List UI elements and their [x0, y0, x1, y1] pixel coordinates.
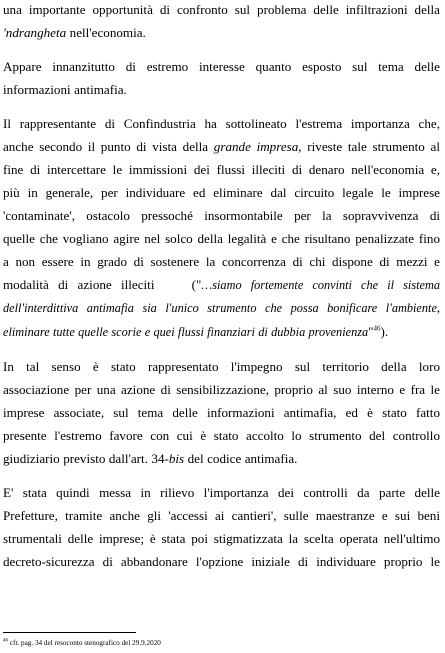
italic-term: 'ndrangheta: [3, 25, 67, 40]
footnote-text: cfr. pag. 34 del resoconto stenografico del 29.9.2020: [8, 639, 161, 647]
text-line: [3, 135, 440, 158]
text-line: strumentali delle imprese; è stata poi stigmatizzata la scelta operata nell'ultimo: [3, 531, 440, 546]
quote-text: dell'interdittiva antimafia sia l'unico strumento che possa bonificare l'ambiente,: [3, 301, 440, 315]
text-line: [3, 21, 440, 44]
text-line: informazioni antimafia.: [3, 82, 127, 97]
footnote: [3, 638, 161, 648]
text-line: E' stata quindi messa in rilievo l'importanza dei controlli da parte delle: [3, 485, 440, 500]
text-line: più in generale, per individuare ed eliminare dal circuito legale le imprese: [3, 185, 440, 200]
text-line: quelle che vogliano agire nel solco della legalità e che risultano penalizzate fino: [3, 231, 440, 246]
text-line: 'contaminate', ostacolo pressoché insormontabile per la sopravvivenza di: [3, 208, 440, 223]
text-span: ).: [380, 324, 389, 339]
paragraph-intro: [3, 0, 440, 44]
quote-text: …siamo fortemente convinti che il sistema: [201, 278, 441, 292]
paragraph-informazioni: [3, 55, 440, 101]
text-line: decreto-sicurezza di abbandonare l'opzione iniziale di individuare proprio le: [3, 554, 440, 569]
footnote-reference[interactable]: 46: [373, 324, 381, 333]
text-span: ": [368, 324, 374, 339]
text-span: del codice antimafia.: [184, 451, 298, 466]
text-line: [3, 273, 440, 297]
footnote-separator: [3, 632, 136, 633]
text-line: [3, 320, 440, 344]
text-line: presente l'estremo favore con cui è stato accolto lo strumento del controllo: [3, 428, 440, 443]
italic-term: bis: [168, 451, 185, 466]
paragraph-gap: [3, 344, 440, 355]
paragraph-impegno: [3, 355, 440, 470]
document-body: [3, 0, 440, 573]
footnote-mark: 46: [3, 638, 8, 644]
text-line: imprese associate, sul tema delle informazioni antimafia, ed è stato fatto: [3, 405, 440, 420]
text-line: fine di intercettare le immissioni dei flussi illeciti di denaro nell'economia e,: [3, 162, 440, 177]
paragraph-gap: [3, 470, 440, 481]
text-line: Il rappresentante di Confindustria ha sottolineato l'estrema importanza che,: [3, 116, 440, 131]
text-span: , riveste tale strumento al: [298, 139, 440, 154]
paragraph-gap: [3, 44, 440, 55]
text-line: Appare innanzitutto di estremo interesse quanto esposto sul tema delle: [3, 59, 440, 74]
text-line: Prefetture, tramite anche gli 'accessi ai cantieri', sulle maestranze e sui beni: [3, 508, 440, 523]
text-line: [3, 447, 440, 470]
text-span: nell'economia.: [66, 25, 146, 40]
text-span: modalità di azione illeciti (": [3, 277, 202, 292]
paragraph-gap: [3, 101, 440, 112]
italic-term: grande impresa: [213, 139, 299, 154]
text-line: una importante opportunità di confronto sul problema delle infiltrazioni della: [3, 2, 440, 17]
text-line: a non essere in grado di sostenere la concorrenza di chi dispone di mezzi e: [3, 254, 440, 269]
paragraph-controlli: [3, 481, 440, 573]
quote-text: eliminare tutte quelle scorie e quei flussi finanziari di dubbia provenienza: [3, 325, 369, 339]
text-span: anche secondo il punto di vista della: [3, 139, 214, 154]
text-line: associazione per una azione di sensibilizzazione, proprio al suo interno e fra le: [3, 382, 440, 397]
text-line: [3, 297, 440, 320]
text-line: In tal senso è stato rappresentato l'impegno sul territorio della loro: [3, 359, 440, 374]
paragraph-confindustria: [3, 112, 440, 344]
text-span: giudiziario previsto dall'art. 34-: [3, 451, 169, 466]
